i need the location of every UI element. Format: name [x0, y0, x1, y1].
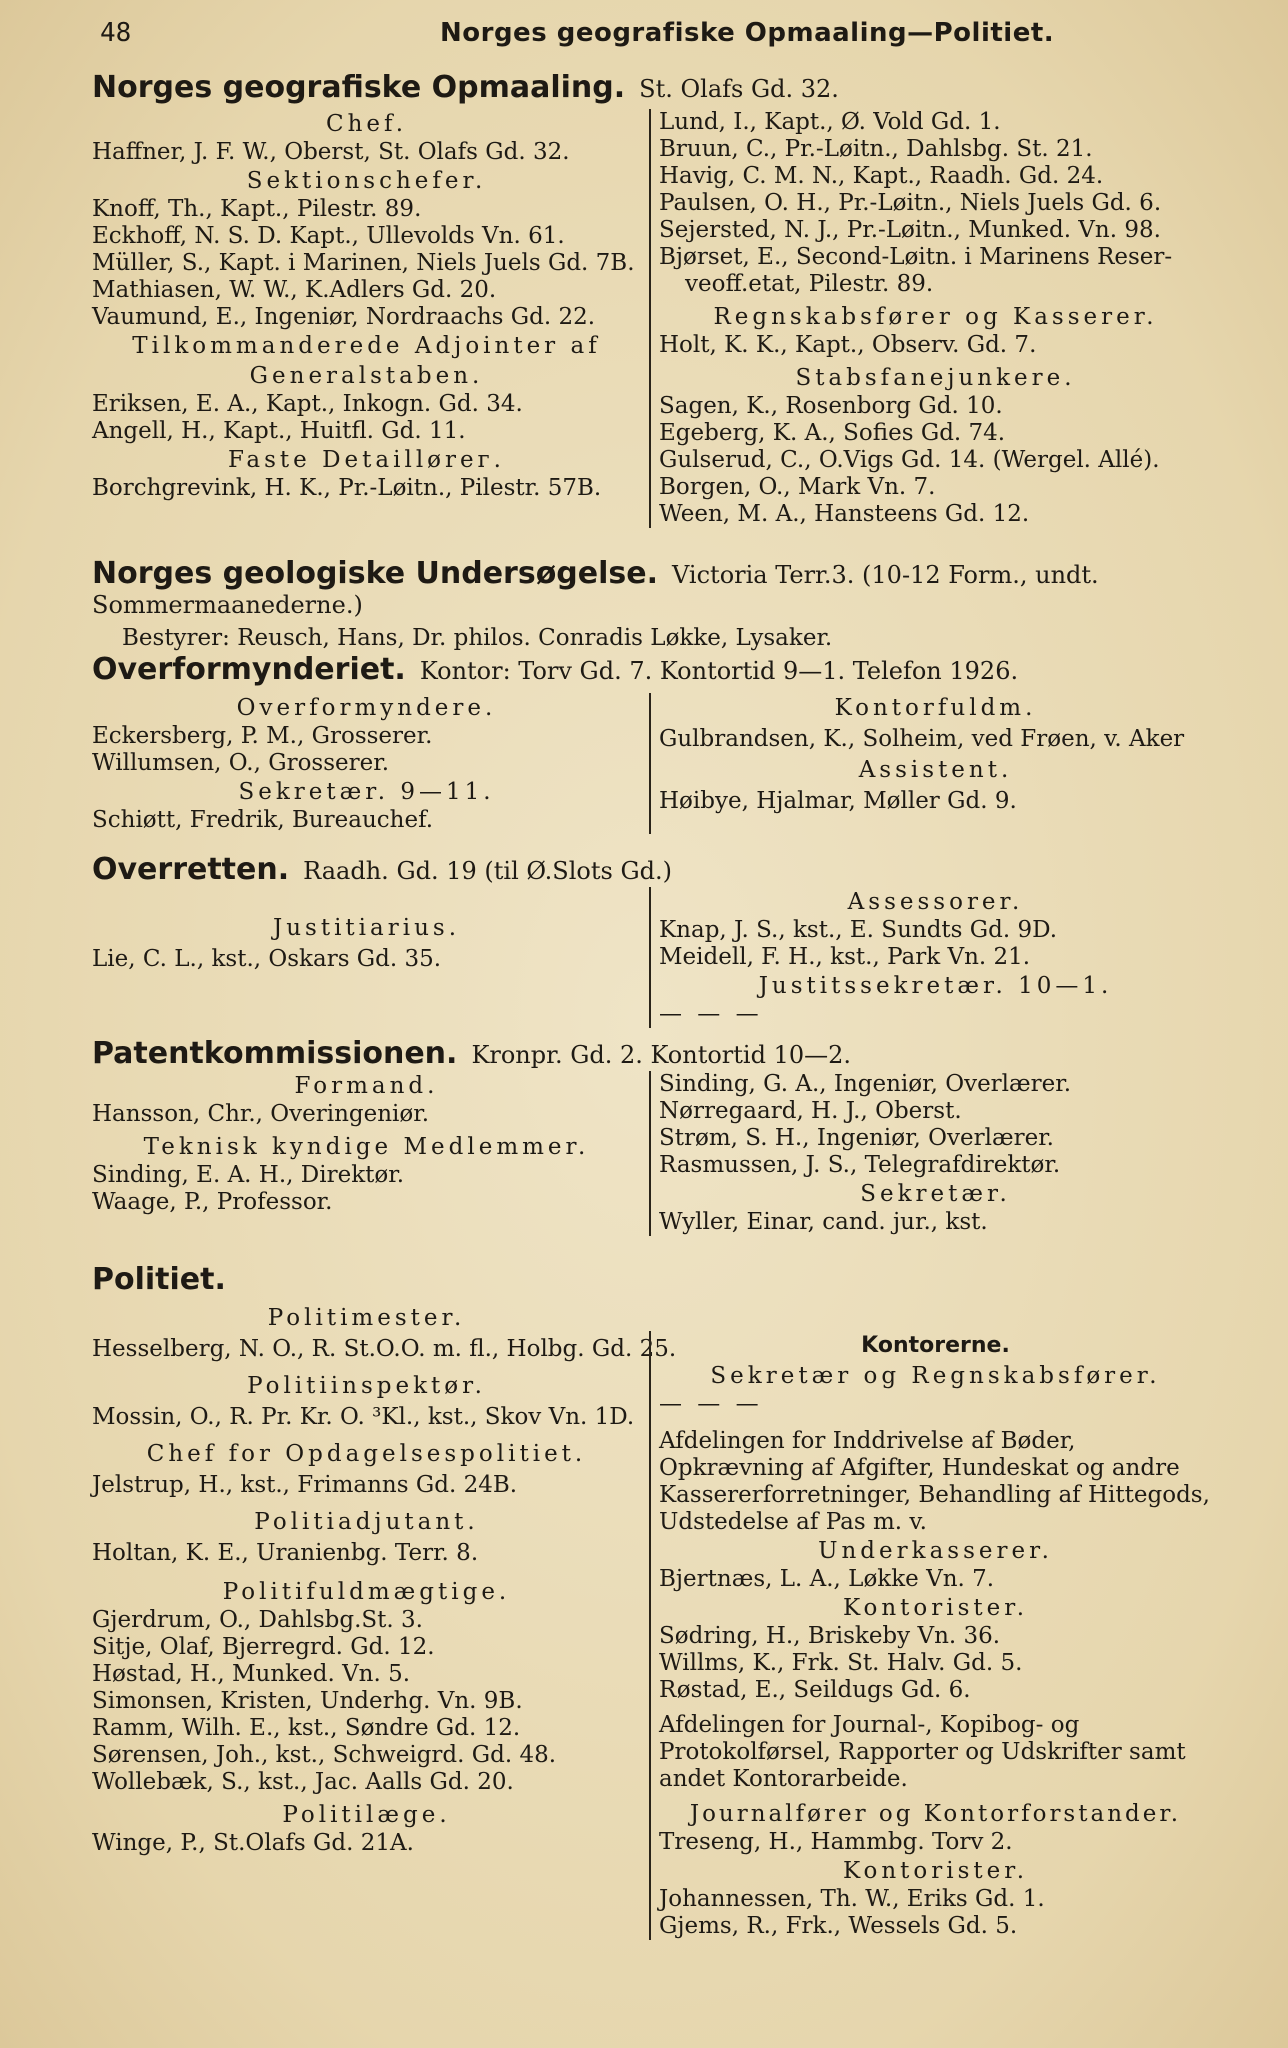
section-patentkommissionen — [92, 1036, 1212, 1236]
entry: Paulsen, O. H., Pr.-Løitn., Niels Juels Gd. 6. — [659, 190, 1162, 216]
entry: Røstad, E., Seildugs Gd. 6. — [659, 1677, 971, 1703]
section-geografiske-opmaaling — [92, 70, 1212, 528]
section-heading — [92, 70, 1212, 105]
section-overretten — [92, 852, 1212, 1028]
entry: Willms, K., Frk. St. Halv. Gd. 5. — [659, 1650, 1023, 1676]
entry: Hansson, Chr., Overingeniør. — [92, 1101, 430, 1127]
entry: Gulserud, C., O.Vigs Gd. 14. (Wergel. Allé). — [659, 447, 1160, 473]
subheading: Assessorer. — [847, 889, 1024, 915]
entry: Gjerdrum, O., Dahlsbg.St. 3. — [92, 1607, 423, 1633]
subheading: Overformyndere. — [236, 695, 497, 721]
entry: Høibye, Hjalmar, Møller Gd. 9. — [659, 788, 1017, 814]
entry: Müller, S., Kapt. i Marinen, Niels Juels Gd. 7B. — [92, 250, 635, 276]
entry: Wyller, Einar, cand. jur., kst. — [659, 1209, 988, 1235]
section-address: Kronpr. Gd. 2. Kontortid 10—2. — [471, 1041, 852, 1069]
entry: Strøm, S. H., Ingeniør, Overlærer. — [659, 1125, 1054, 1151]
subheading: Formand. — [294, 1073, 439, 1099]
entry: Eckhoff, N. S. D. Kapt., Ullevolds Vn. 61. — [92, 223, 565, 249]
subheading: Kontorerne. — [861, 1333, 1010, 1358]
entry: Holt, K. K., Kapt., Observ. Gd. 7. — [659, 332, 1037, 358]
entry: Simonsen, Kristen, Underhg. Vn. 9B. — [92, 1688, 523, 1714]
entry: Bjørset, E., Second-Løitn. i Marinens Reser- — [659, 244, 1173, 270]
section-title: Overformynderiet. — [92, 652, 406, 687]
entry: Haffner, J. F. W., Oberst, St. Olafs Gd. 32. — [92, 139, 570, 165]
section-address: St. Olafs Gd. 32. — [639, 75, 839, 103]
subheading: Journalfører og Kontorforstander. — [689, 1801, 1182, 1827]
entry: Wollebæk, S., kst., Jac. Aalls Gd. 20. — [92, 1769, 514, 1795]
subheading: Justitiarius. — [272, 915, 461, 941]
section-address: Kontor: Torv Gd. 7. Kontortid 9—1. Telefon 1926. — [419, 657, 1019, 685]
entry: Treseng, H., Hammbg. Torv 2. — [659, 1829, 1013, 1855]
subheading: Generalstaben. — [249, 363, 484, 389]
page-number: 48 — [100, 18, 132, 48]
subheading: Tilkommanderede Adjointer af — [132, 333, 601, 359]
section-overformynderiet — [92, 652, 1212, 834]
entry: Nørregaard, H. J., Oberst. — [659, 1098, 962, 1124]
section-title: Norges geologiske Undersøgelse. — [92, 556, 659, 591]
left-column — [92, 1071, 649, 1236]
director-line: Bestyrer: Reusch, Hans, Dr. philos. Conradis Løkke, Lysaker. — [122, 625, 833, 651]
entry-continuation: veoff.etat, Pilestr. 89. — [685, 271, 934, 297]
entry: Høstad, H., Munked. Vn. 5. — [92, 1661, 411, 1687]
section-politiet — [92, 1262, 1212, 1940]
paragraph: Afdelingen for Journal-, Kopibog- og Protokolførsel, Rapporter og Udskrifter samt andet Kontorarbeide. — [659, 1712, 1186, 1792]
entry: Sitje, Olaf, Bjerregrd. Gd. 12. — [92, 1634, 435, 1660]
entry: Willumsen, O., Grosserer. — [92, 750, 390, 776]
section-geologiske-undersogelse — [92, 556, 1212, 653]
entry: Eriksen, E. A., Kapt., Inkogn. Gd. 34. — [92, 391, 523, 417]
entry: Meidell, F. H., kst., Park Vn. 21. — [659, 944, 1031, 970]
entry: Sødring, H., Briskeby Vn. 36. — [659, 1623, 1001, 1649]
section-address: Victoria Terr.3. (10-12 Form., undt. Sommermaanederne.) — [92, 561, 1099, 619]
running-header — [0, 18, 1288, 54]
entry: Lie, C. L., kst., Oskars Gd. 35. — [92, 946, 442, 972]
subheading: Sektionschefer. — [246, 168, 487, 194]
entry: Bjertnæs, L. A., Løkke Vn. 7. — [659, 1566, 995, 1592]
subheading: Assistent. — [858, 757, 1013, 783]
entry: Holtan, K. E., Uranienbg. Terr. 8. — [92, 1540, 479, 1566]
entry: Jelstrup, H., kst., Frimanns Gd. 24B. — [92, 1472, 518, 1498]
entry: Rasmussen, J. S., Telegrafdirektør. — [659, 1152, 1061, 1178]
entry: Havig, C. M. N., Kapt., Raadh. Gd. 24. — [659, 163, 1104, 189]
entry: Schiøtt, Fredrik, Bureauchef. — [92, 807, 434, 833]
subheading: Sekretær og Regnskabsfører. — [710, 1363, 1161, 1389]
subheading: Justitssekretær. 10—1. — [758, 973, 1113, 999]
subheading: Politiadjutant. — [254, 1509, 479, 1535]
section-title: Norges geografiske Opmaaling. — [92, 70, 626, 105]
right-column — [649, 887, 1212, 1028]
entry: Sørensen, Joh., kst., Schweigrd. Gd. 48. — [92, 1742, 557, 1768]
entry: Knap, J. S., kst., E. Sundts Gd. 9D. — [659, 917, 1058, 943]
entry: Hesselberg, N. O., R. St.O.O. m. fl., Holbg. Gd. 25. — [92, 1336, 677, 1362]
subheading: Chef. — [325, 111, 408, 137]
entry: Sinding, G. A., Ingeniør, Overlærer. — [659, 1071, 1072, 1097]
subheading: Underkasserer. — [818, 1538, 1053, 1564]
subheading: Kontorister. — [842, 1595, 1029, 1621]
entry: Sejersted, N. J., Pr.-Løitn., Munked. Vn. 98. — [659, 217, 1161, 243]
paragraph: Afdelingen for Inddrivelse af Bøder, Opkrævning af Afgifter, Hundeskat og andre Kassererforretninger, Behandling af Hittegods, Udstedelse af Pas m. v. — [659, 1428, 1210, 1535]
entry: Borchgrevink, H. K., Pr.-Løitn., Pilestr. 57B. — [92, 475, 602, 501]
entry: Borgen, O., Mark Vn. 7. — [659, 474, 936, 500]
entry: Waage, P., Professor. — [92, 1189, 333, 1215]
right-column — [649, 109, 1212, 528]
subheading: Stabsfanejunkere. — [795, 365, 1076, 391]
section-title: Patentkommissionen. — [92, 1036, 458, 1071]
entry: Bruun, C., Pr.-Løitn., Dahlsbg. St. 21. — [659, 136, 1093, 162]
section-title: Politiet. — [92, 1262, 226, 1297]
right-column — [649, 1331, 1212, 1940]
left-column — [92, 887, 649, 1028]
right-column — [649, 693, 1212, 834]
entry: Sinding, E. A. H., Direktør. — [92, 1162, 405, 1188]
dash-rule: — — — — [659, 1001, 763, 1027]
left-column — [92, 693, 649, 834]
entry: Gjems, R., Frk., Wessels Gd. 5. — [659, 1913, 1018, 1939]
entry: Knoff, Th., Kapt., Pilestr. 89. — [92, 196, 422, 222]
subheading: Kontorfuldm. — [834, 695, 1037, 721]
running-title: Norges geografiske Opmaaling—Politiet. — [440, 18, 1055, 48]
entry: Egeberg, K. A., Sofies Gd. 74. — [659, 420, 1006, 446]
entry: Winge, P., St.Olafs Gd. 21A. — [92, 1830, 414, 1856]
subheading: Politilæge. — [282, 1802, 451, 1828]
subheading: Teknisk kyndige Medlemmer. — [143, 1134, 590, 1160]
subheading: Kontorister. — [842, 1858, 1029, 1884]
left-column — [92, 1303, 677, 1940]
entry: Ramm, Wilh. E., kst., Søndre Gd. 12. — [92, 1715, 521, 1741]
entry: Johannessen, Th. W., Eriks Gd. 1. — [659, 1886, 1045, 1912]
subheading: Sekretær. 9—11. — [238, 779, 495, 805]
subheading: Chef for Opdagelsespolitiet. — [146, 1441, 587, 1467]
entry: Angell, H., Kapt., Huitfl. Gd. 11. — [92, 418, 466, 444]
entry: Mossin, O., R. Pr. Kr. O. ³Kl., kst., Skov Vn. 1D. — [92, 1404, 635, 1430]
subheading: Regnskabsfører og Kasserer. — [713, 304, 1158, 330]
subheading: Sekretær. — [860, 1181, 1011, 1207]
left-column — [92, 109, 649, 528]
subheading: Politimester. — [267, 1305, 466, 1331]
entry: Sagen, K., Rosenborg Gd. 10. — [659, 393, 1003, 419]
subheading: Politifuldmægtige. — [222, 1579, 511, 1605]
entry: Gulbrandsen, K., Solheim, ved Frøen, v. Aker — [659, 726, 1185, 752]
entry: Eckersberg, P. M., Grosserer. — [92, 723, 433, 749]
subheading: Faste Detailløreг. — [228, 447, 505, 473]
section-address: Raadh. Gd. 19 (til Ø.Slots Gd.) — [303, 857, 672, 885]
entry: Vaumund, E., Ingeniør, Nordraachs Gd. 22. — [92, 304, 596, 330]
subheading: Politiinspektør. — [247, 1373, 486, 1399]
right-column — [649, 1071, 1212, 1236]
section-title: Overretten. — [92, 852, 290, 887]
dash-rule: — — — — [659, 1391, 763, 1417]
entry: Lund, I., Kapt., Ø. Vold Gd. 1. — [659, 109, 1001, 135]
entry: Ween, M. A., Hansteens Gd. 12. — [659, 501, 1030, 527]
entry: Mathiasen, W. W., K.Adlers Gd. 20. — [92, 277, 497, 303]
